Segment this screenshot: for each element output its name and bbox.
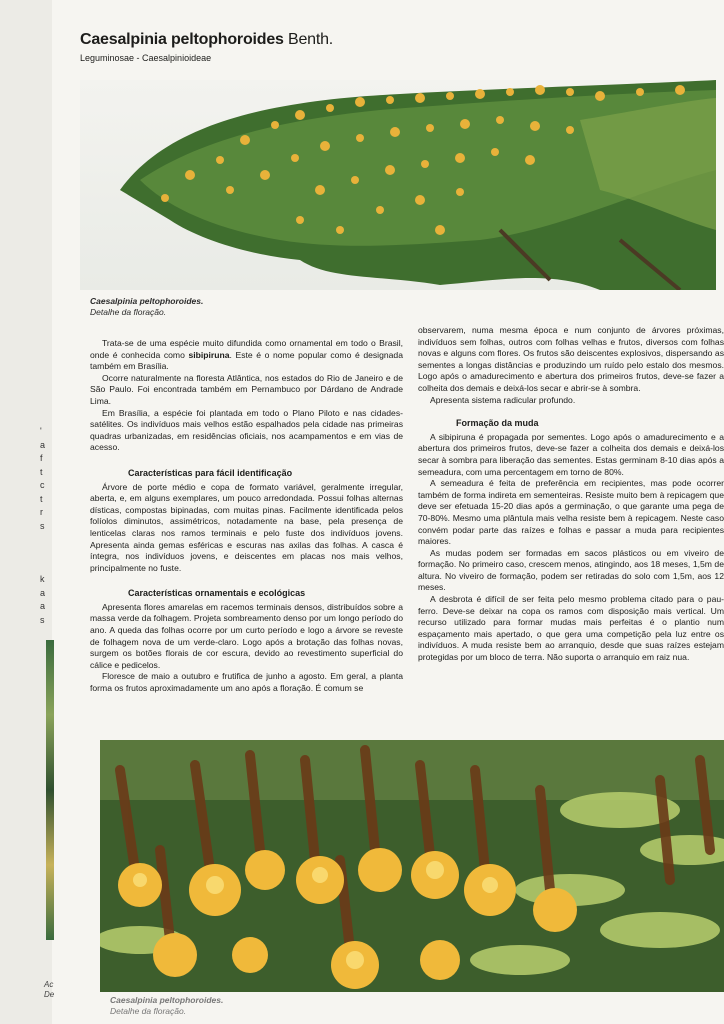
right-text-column (418, 325, 724, 664)
root-system-paragraph: Apresenta sistema radicular profundo. (430, 394, 576, 405)
gutter-letter: t (40, 493, 43, 504)
gutter-letter: a (40, 601, 46, 611)
gutter-letters (40, 425, 50, 627)
section-heading-identification: Características para fácil identificação (128, 467, 293, 478)
bottom-caption-species: Caesalpinia peltophoroides. (110, 995, 224, 1005)
flower-racemes-illustration (100, 740, 724, 992)
section-heading-seedling: Formação da muda (456, 418, 539, 429)
species-name: Caesalpinia peltophoroides (80, 31, 284, 48)
pruning-paragraph: A desbrota é difícil de ser feita pelo mesmo problema citado para o pau-ferro. Deve-se deixar na copa os ramos com disposição mais vertical. Um recurso utilizado para formar mudas mais perfeitas é o plantio num espaçamento mais apertado, o que gera uma competição pela luz entre os indivíduos. A muda resiste bem ao arranquio, desde que suas raízes estejam protegidas por um bloco de terra. Não suporta o arranquio em raiz nua. (418, 594, 724, 663)
sowing-paragraph: A semeadura é feita de preferência em recipientes, mas pode ocorrer também de forma indireta em sementeiras. Resiste muito bem à repicagem que deve ser efetuada 15-20 dias após a germinação, o que garante uma pega de 70-80%. Mesmo uma plântula mais velha resiste bem à repicagem. Neste caso convém podar parte das raízes e folhas e passar a muda para recipientes maiores. (418, 478, 724, 547)
bottom-photo-caption (110, 995, 223, 1017)
gutter-letter: a (40, 587, 46, 598)
bottom-caption-detail: Detalhe da floração. (110, 1006, 187, 1016)
ornamental-paragraph: Apresenta flores amarelas em racemos terminais densos, distribuídos sobre a massa verde da folhagem. Projeta sombreamento denso por um longo período do ano. A queda das folhas ocorre por um curto período e logo a árvore se reveste de folhagem nova de um verde-claro. Logo após a brotação das folhas novas, surgem os botões florais de cor escura, devido ao revestimento superficial do cálice e pedicelos. (90, 601, 403, 670)
left-text-column (90, 338, 403, 695)
gutter-letter: r (40, 507, 43, 517)
common-name: sibipiruna (188, 349, 230, 360)
gutter-letter: c (40, 480, 45, 490)
gutter-letter: s (40, 520, 45, 531)
identification-paragraph: Árvore de porte médio e copa de formato variável, geralmente irregular, aberta, e, em alguns exemplares, um pouco arredondada. Possui folhas alternas dísticas, compostas bipinadas, com muitas pinas. Facilmente identificada pelos folíolos diminutos, assimétricos, notadamente na base, pela presença de lenticelas claras nos ramos terminais e pelo fuste dos indivíduos jovens. Apresenta ainda gemas esféricas e escuras nas axilas das folhas. A casca é íntegra, nos indivíduos jovens, e deiscentes em placas nos mais velhos, principalmente no fuste. (90, 481, 403, 573)
gutter-letter: s (40, 614, 45, 625)
adjacent-page-caption (44, 980, 54, 1000)
gutter-letter: t (40, 466, 43, 477)
tree-crown-photo (80, 80, 716, 290)
species-author: Benth. (287, 31, 334, 48)
fruits-paragraph: observarem, numa mesma época e num conjunto de árvores próximas, indivíduos sem folhas, outros com folhas velhas e frutos, diversos com folhas novas e alguns com flores. Os frutos são deiscentes explosivos, dispersando as sementes a longas distâncias e produzindo um ruído pelo estalo dos mesmos. Logo após o amadurecimento e abertura dos primeiros frutos, deve-se fazer a colheita dos demais e deixá-los secar e abrir-se à sombra. (418, 325, 724, 393)
gutter-letter: ' (40, 426, 42, 436)
top-caption-detail: Detalhe da floração. (90, 307, 167, 317)
gutter-letter: a (40, 439, 46, 450)
propagation-paragraph: A sibipiruna é propagada por sementes. Logo após o amadurecimento e a abertura dos primeiros frutos, deve-se fazer a colheita dos demais e deixá-los secar à sombra para liberação das sementes. Estas germinam 8-10 dias após a semeadura, com uma percentagem em torno de 80%. (418, 431, 724, 477)
occurrence-paragraph: Ocorre naturalmente na floresta Atlântica, nos estados do Rio de Janeiro e de São Paulo. Foi encontrada também em Pernambuco por Dárdano de Andrade Lima. (90, 372, 403, 406)
species-title (80, 31, 333, 49)
top-caption-species: Caesalpinia peltophoroides. (90, 296, 204, 306)
brasilia-paragraph: Em Brasília, a espécie foi plantada em todo o Plano Piloto e nas cidades-satélites. Os indivíduos mais velhos estão espalhados pela cidade nas primeiras quadras urbanizadas, em residências oficiais, nos acampamentos e em vias de acesso. (90, 407, 403, 453)
gutter-letter: k (40, 574, 45, 584)
species-family: Leguminosae - Caesalpinioideae (80, 53, 212, 63)
gutter-caption-b: De (44, 990, 55, 999)
section-heading-ornamental: Características ornamentais e ecológicas (128, 588, 306, 599)
tree-crown-illustration (80, 80, 716, 290)
nursery-paragraph: As mudas podem ser formadas em sacos plásticos ou em viveiro de formação. No primeiro caso, crescem menos, atingindo, aos 18 meses, 1,5m de altura. No viveiro de formação, podem ser retiradas do solo com 1,5m, aos 12 meses. (418, 547, 724, 593)
flowering-paragraph: Floresce de maio a outubro e frutifica de junho a agosto. Em geral, a planta forma os frutos aproximadamente um ano após a floração. É comum se (90, 671, 403, 694)
gutter-caption-a: Ac (44, 980, 54, 989)
adjacent-page-photo-edge (46, 640, 54, 940)
flower-detail-photo (100, 740, 724, 992)
top-photo-caption (90, 296, 203, 318)
gutter-letter: f (40, 453, 43, 463)
intro-paragraph: Trata-se de uma espécie muito difundida como ornamental em todo o Brasil, onde é conhecida como sibipiruna. Este é o nome popular como é designada também em Brasília. (90, 338, 403, 372)
